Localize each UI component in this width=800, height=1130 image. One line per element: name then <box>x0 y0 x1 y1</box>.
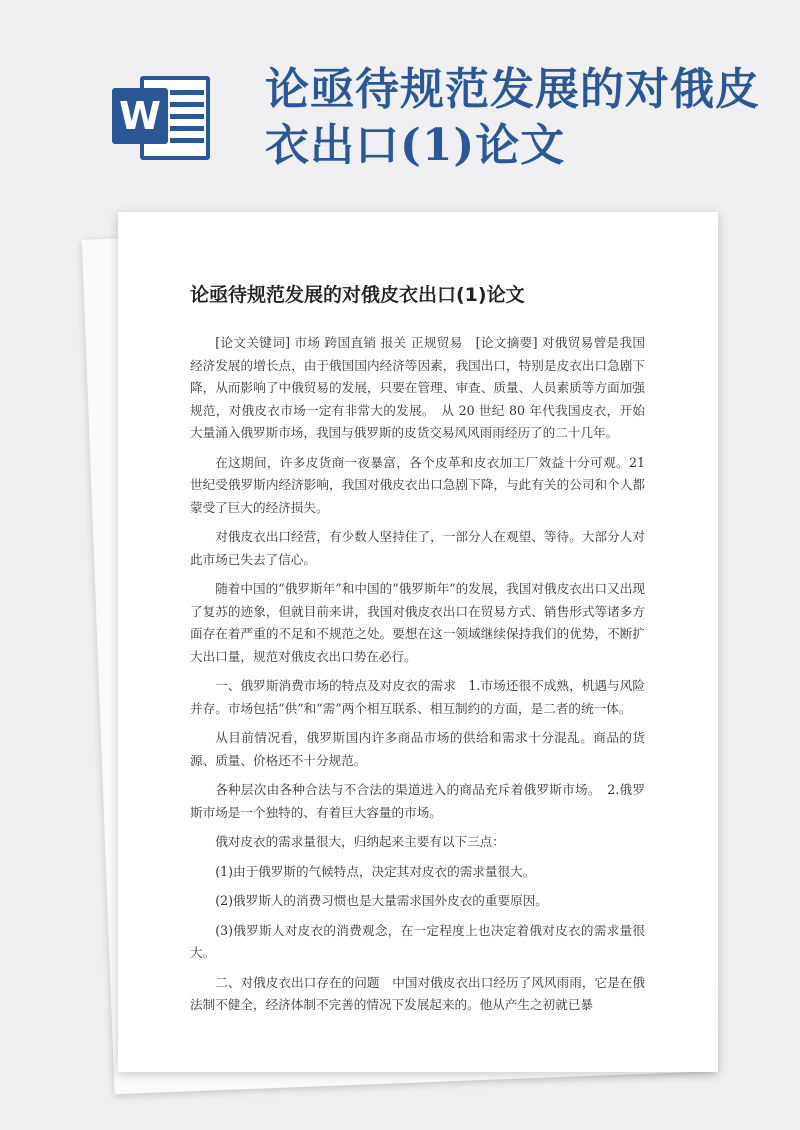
header <box>0 0 800 200</box>
paragraph: 随着中国的“俄罗斯年”和中国的“俄罗斯年”的发展，我国对俄皮衣出口又出现了复苏的迹象，但就目前来讲，我国对俄皮衣出口在贸易方式、销售形式等诸多方面存在着严重的不足和不规范之处。要想在这一领域继续保持我们的优势，不断扩大出口量，规范对俄皮衣出口势在必行。 <box>190 581 645 664</box>
word-document-icon <box>112 66 212 166</box>
paragraph: [论文关键词] 市场 跨国直销 报关 正规贸易 [论文摘要] 对俄贸易曾是我国经济发展的增长点，由于俄国国内经济等因素，我国出口，特别是皮衣出口急剧下降，从而影响了中俄贸易的发展，只要在管理、审查、质量、人员素质等方面加强规范，对俄皮衣市场一定有非常大的发展。 从 20 世纪 80 年代我国皮衣，开始大量涌入俄罗斯市场，我国与俄罗斯的皮货交易风风雨雨经历了的二十几年。 <box>190 335 645 440</box>
word-letter-badge: W <box>112 88 168 144</box>
paragraph: (3)俄罗斯人对皮衣的消费观念，在一定程度上也决定着俄对皮衣的需求量很大。 <box>190 922 645 960</box>
paragraph: 二、对俄皮衣出口存在的问题 中国对俄皮衣出口经历了风风雨雨，它是在俄法制不健全，经济体制不完善的情况下发展起来的。他从产生之初就已暴 <box>190 974 645 1012</box>
document-body <box>190 332 645 1024</box>
paragraph: 对俄皮衣出口经营，有少数人坚持住了，一部分人在观望、等待。大部分人对此市场已失去了信心。 <box>190 529 645 567</box>
document-title: 论亟待规范发展的对俄皮衣出口(1)论文 <box>190 284 525 306</box>
paragraph: 各种层次由各种合法与不合法的渠道进入的商品充斥着俄罗斯市场。 2.俄罗斯市场是一个独特的、有着巨大容量的市场。 <box>190 782 645 820</box>
page-title: 论亟待规范发展的对俄皮衣出口(1)论文 <box>265 64 760 171</box>
paragraph: 从目前情况看，俄罗斯国内许多商品市场的供给和需求十分混乱。商品的货源、质量、价格还不十分规范。 <box>190 730 645 768</box>
paragraph: 一、俄罗斯消费市场的特点及对皮衣的需求 1.市场还很不成熟，机遇与风险并存。市场包括“供”和“需”两个相互联系、相互制约的方面，是二者的统一体。 <box>190 678 645 716</box>
paragraph: (1)由于俄罗斯的气候特点，决定其对皮衣的需求量很大。 <box>215 863 536 879</box>
paragraph: 在这期间，许多皮货商一夜暴富，各个皮革和皮衣加工厂效益十分可观。21 世纪受俄罗斯内经济影响，我国对俄皮衣出口急剧下降，与此有关的公司和个人都蒙受了巨大的经济损失。 <box>190 454 645 515</box>
paragraph: 俄对皮衣的需求量很大，归纳起来主要有以下三点： <box>215 834 505 849</box>
document-page <box>118 212 718 1072</box>
paragraph: (2)俄罗斯人的消费习惯也是大量需求国外皮衣的重要原因。 <box>215 893 548 908</box>
